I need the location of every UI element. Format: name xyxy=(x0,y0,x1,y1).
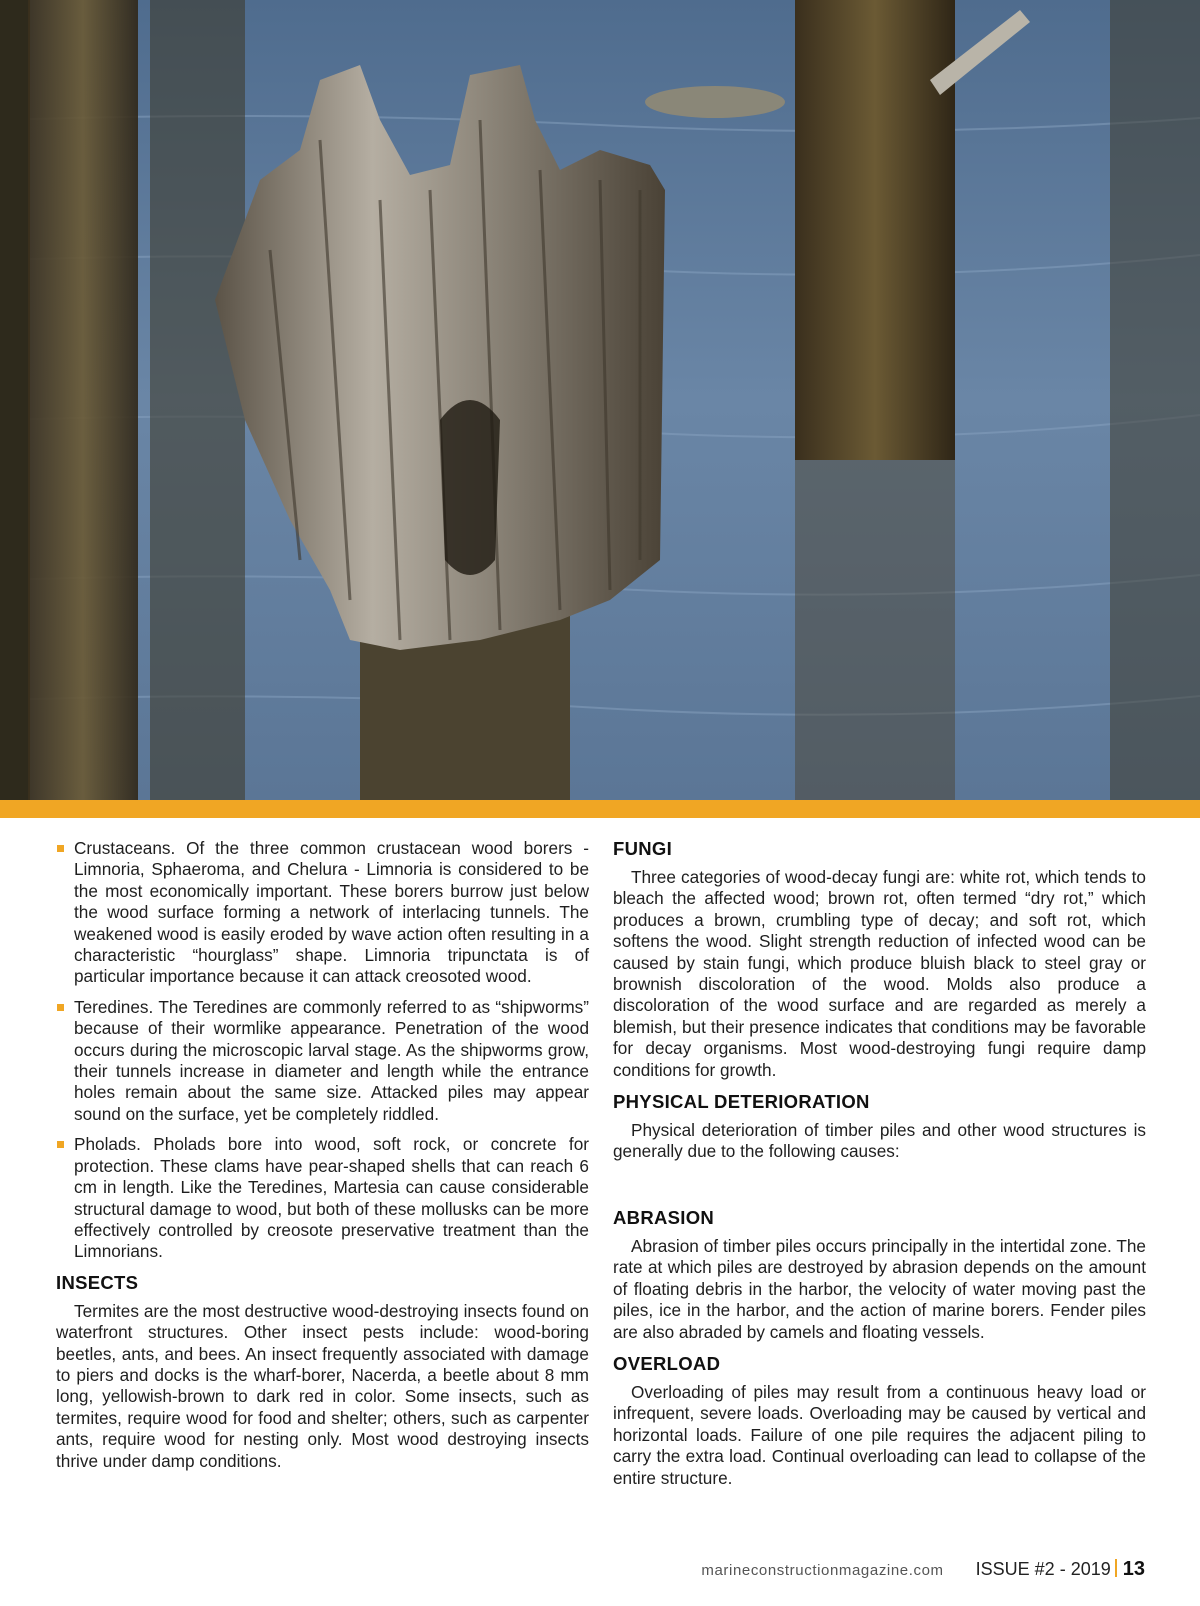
page-footer xyxy=(701,1557,1145,1587)
physical-deterioration-heading: PHYSICAL DETERIORATION xyxy=(613,1091,870,1113)
left-column xyxy=(56,838,589,1472)
square-bullet-icon xyxy=(57,1004,64,1011)
borer-list xyxy=(56,838,589,1263)
crustaceans-text: Crustaceans. Of the three common crustacean wood borers - Limnoria, Sphaeroma, and Chelura - Limnoria is considered to be the most economically important. These borers burrow just below the wood surface forming a network of interlacing tunnels. The weakened wood is easily eroded by wave action often resulting in a characteristic “hourglass” shape. Limnoria tripunctata is of particular importance because it can attack creosoted wood. xyxy=(74,838,589,987)
accent-stripe xyxy=(0,800,1200,818)
abrasion-heading: ABRASION xyxy=(613,1206,715,1228)
pholads-text: Pholads. Pholads bore into wood, soft rock, or concrete for protection. These clams have pear-shaped shells that can reach 6 cm in length. Like the Teredines, Martesia can cause considerable structural damage to wood, but both of these mollusks can be more effectively controlled by creosote preservative treatment than the Limnorians. xyxy=(74,1134,589,1262)
footer-divider xyxy=(1115,1559,1117,1577)
fungi-body: Three categories of wood-decay fungi are: white rot, which tends to bleach the affected wood; brown rot, often termed “dry rot,” which produces a brown, crumbling type of decay; and soft rot, which softens the wood. Slight strength reduction of infected wood can be caused by stain fungi, which produce bluish black to steel gray or brownish discoloration of the wood. Molds also produce a discoloration of the wood surface and are regarded as merely a blemish, but their presence indicates that conditions may be favorable for decay organisms. Most wood-destroying fungi require damp conditions for growth. xyxy=(613,867,1146,1080)
abrasion-body: Abrasion of timber piles occurs principally in the intertidal zone. The rate at which piles are destroyed by abrasion depends on the amount of floating debris in the harbor, the velocity of water moving past the piles, ice in the harbor, and the action of marine borers. Fender piles are also abraded by camels and floating vessels. xyxy=(613,1235,1146,1342)
overload-heading: OVERLOAD xyxy=(613,1352,721,1374)
wooden-pile-photo xyxy=(0,0,1200,800)
fungi-heading: FUNGI xyxy=(613,838,673,859)
insects-heading: INSECTS xyxy=(56,1271,139,1293)
square-bullet-icon xyxy=(57,1141,64,1148)
overload-body: Overloading of piles may result from a continuous heavy load or infrequent, severe loads. Overloading may be caused by vertical and horizontal loads. Failure of one pile requires the adjacent piling to carry the extra load. Continual overloading can lead to collapse of the entire structure. xyxy=(613,1381,1146,1488)
list-item xyxy=(56,1134,589,1262)
physical-deterioration-body: Physical deterioration of timber piles and other wood structures is generally due to the following causes: xyxy=(613,1120,1146,1162)
right-column xyxy=(613,838,1146,1489)
list-item xyxy=(56,997,589,1125)
square-bullet-icon xyxy=(57,845,64,852)
header-photo xyxy=(0,0,1200,800)
insects-body: Termites are the most destructive wood-destroying insects found on waterfront structures. Other insect pests include: wood-boring beetles, ants, and bees. An insect frequently associated with damage to piers and docks is the wharf-borer, Nacerda, a beetle about 8 mm long, yellowish-brown to dark red in color. Some insects, such as termites, require wood for food and shelter; others, such as carpenter ants, require wood for nesting only. Most wood destroying insects thrive under damp conditions. xyxy=(56,1300,589,1471)
teredines-text: Teredines. The Teredines are commonly referred to as “shipworms” because of their wormlike appearance. Penetration of the wood occurs during the microscopic larval stage. As the shipworms grow, their tunnels increase in diameter and length while the entrance holes remain about the same size. Attacked piles may appear sound on the surface, yet be completely riddled. xyxy=(74,996,589,1124)
list-item xyxy=(56,838,589,988)
page-number: 13 xyxy=(1122,1558,1145,1580)
issue-label: ISSUE #2 - 2019 xyxy=(975,1559,1111,1579)
website-url[interactable]: marineconstructionmagazine.com xyxy=(701,1562,944,1579)
